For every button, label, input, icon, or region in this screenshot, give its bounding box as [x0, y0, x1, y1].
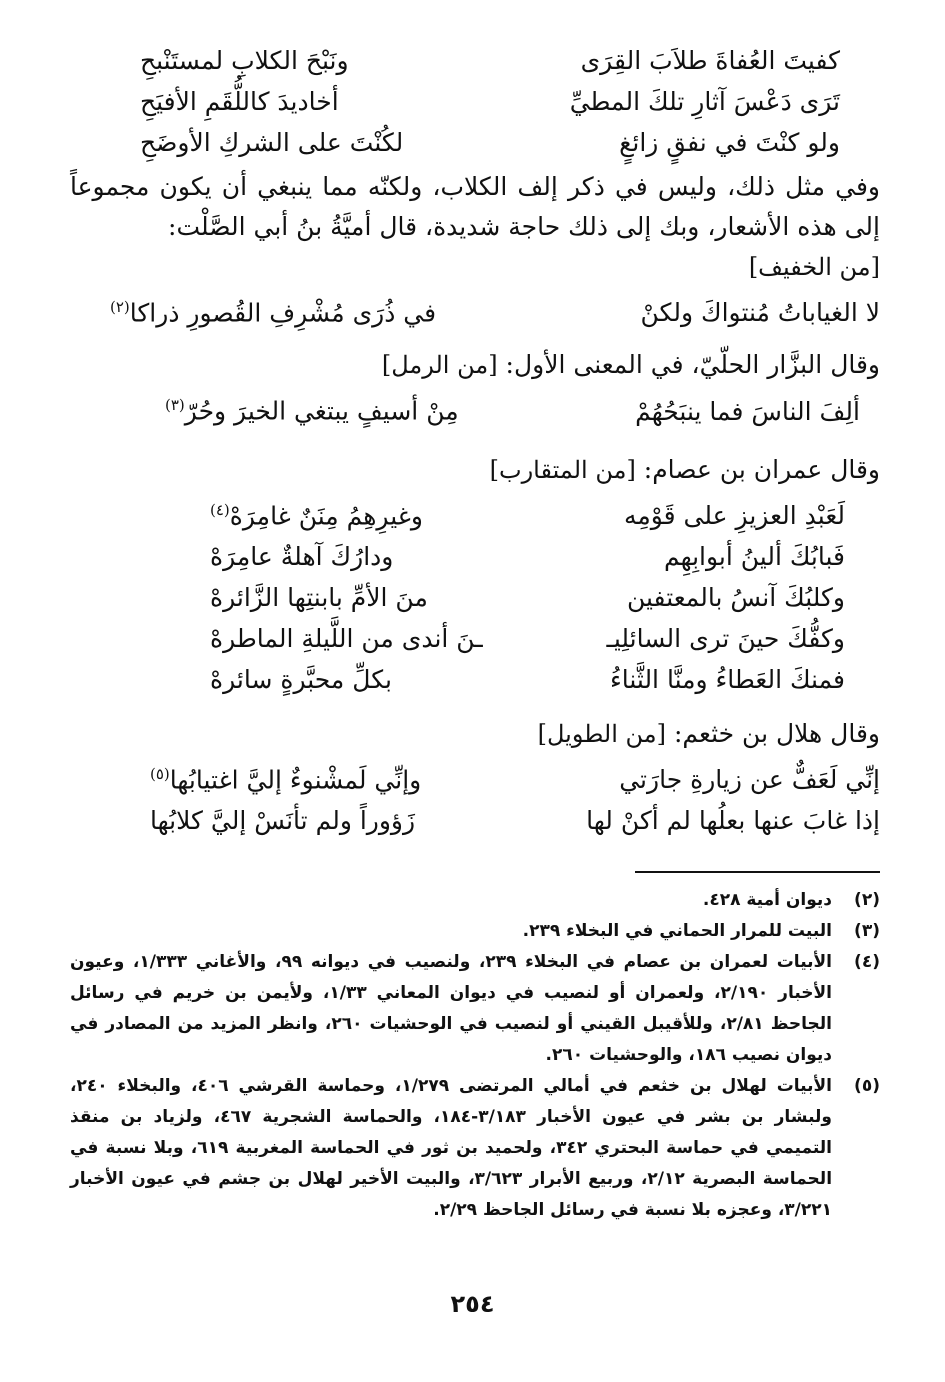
second-hemistich	[210, 490, 423, 536]
first-hemistich: ولو كنْتَ في نفقٍ زائغٍ	[619, 128, 840, 157]
poem-5	[70, 754, 880, 841]
footnote-divider	[635, 871, 880, 873]
verse-line	[210, 577, 845, 618]
second-hemistich: ودارُكَ آهلةٌ عامِرَهْ	[210, 541, 394, 571]
second-hemistich: منَ الأمِّ بابنتِها الزَّائرهْ	[210, 582, 428, 612]
second-hemistich: بكلِّ محبَّرةٍ سائرهْ	[210, 664, 392, 694]
second-hemistich	[165, 385, 459, 431]
paragraph: وفي مثل ذلك، وليس في ذكر إلف الكلاب، ولكنّه مما ينبغي أن يكون مجموعاً إلى هذه الأشعار، وبك إلى ذلك حاجة شديدة، قال أميَّةُ بنُ أبي الصَّلْت:	[70, 172, 880, 241]
second-hemistich: أخاديدَ كاللُّقَمِ الأفيَحِ	[140, 87, 339, 116]
footnote	[70, 885, 880, 916]
footnote	[70, 916, 880, 947]
footnote-number: (٣)	[854, 921, 880, 942]
first-hemistich: إذا غابَ عنها بعلُها لم أكنْ لها	[586, 806, 880, 836]
footnote-marker: (٣)	[165, 396, 185, 415]
poem-intro	[70, 450, 880, 490]
second-hemistich	[110, 287, 436, 333]
page-body	[70, 40, 880, 1226]
first-hemistich: لَعَبْدِ العزيزِ على قَوْمِه	[623, 500, 845, 530]
verse-line	[70, 287, 880, 333]
footnote	[70, 1071, 880, 1226]
first-hemistich: فمنكَ العَطاءُ ومنَّا الثَّناءُ	[609, 664, 845, 694]
footnote-text: البيت للمرار الحماني في البخلاء ٢٣٩.	[522, 921, 832, 942]
meter-label: [من الطويل]	[537, 719, 667, 748]
footnote-text: ديوان أمية ٤٢٨.	[702, 890, 832, 911]
verse-line	[140, 122, 840, 163]
first-hemistich: وكفُّكَ حينَ ترى السائلِيـ	[606, 623, 845, 653]
footnote-number: (٥)	[854, 1076, 880, 1097]
first-hemistich: ألِفَ الناسَ فما ينبَحُهُمْ	[635, 396, 860, 426]
footnote-marker: (٢)	[110, 298, 130, 316]
meter-label: [من الرمل]	[381, 351, 498, 380]
first-hemistich: إنِّي لَعَفٌّ عن زيارةِ جارَتي	[619, 765, 880, 795]
verse-line	[70, 385, 880, 431]
first-hemistich: لا الغياباتُ مُنتواكَ ولكنْ	[640, 298, 880, 328]
second-hemistich	[150, 754, 421, 800]
hemistich-text: وغيرِهِمُ مِنَنٌ غامِرَهْ	[229, 500, 423, 530]
footnotes	[70, 885, 880, 1226]
hemistich-text: مِنْ أسيفٍ يبتغي الخيرَ وحُرّ	[184, 396, 459, 426]
footnote-text: الأبيات لهلال بن خثعم في أمالي المرتضى ١/٢٧٩، وحماسة القرشي ٤٠٦، والبخلاء ٢٤٠، ولبشار بن بشر في عيون الأخبار ٣/١٨٣-١٨٤، والحماسة الشجرية ٤٦٧، ولزياد بن منقذ التميمي في حماسة البحتري ٣٤٢، ولحميد بن ثور في الحماسة المغربية ٦١٩، وبلا نسبة في الحماسة البصرية ٢/١٢، وربيع الأبرار ٣/٦٢٣، والبيت الأخير لهلال بن جشم في عيون الأخبار ٣/٢٢١، وعجزه بلا نسبة في رسائل الجاحظ ٢/٢٩.	[70, 1076, 833, 1221]
footnote	[70, 947, 880, 1071]
poem-4	[70, 490, 880, 700]
footnote-marker: (٤)	[210, 500, 230, 519]
verse-line	[140, 81, 840, 122]
verse-line	[150, 800, 880, 841]
second-hemistich: زَؤوراً ولم تأنَسْ إليَّ كلابُها	[150, 806, 416, 836]
intro-text: وقال عمران بن عصام:	[643, 454, 880, 484]
footnote-number: (٤)	[854, 952, 880, 973]
verse-line	[140, 40, 840, 81]
footnote-text: الأبيات لعمران بن عصام في البخلاء ٢٣٩، ولنصيب في ديوانه ٩٩، والأغاني ١/٣٣٣، وعيون الأخبار ٢/١٩٠، ولعمران أو لنصيب في ديوان المعاني ١/٣٣، ولأيمن بن خريم في رسائل الجاحظ ٢/٨١، وللأقيبل القيني أو لنصيب في الوحشيات ٢٦٠، وانظر المزيد من المصادر في ديوان نصيب ١٨٦، والوحشيات ٢٦٠.	[70, 952, 833, 1066]
second-hemistich: ونَبْحَ الكلابِ لمستَنْبحِ	[140, 46, 349, 75]
verse-line	[210, 618, 845, 659]
poem-intro	[70, 345, 880, 385]
verse-line	[210, 536, 845, 577]
second-hemistich: لكُنْتَ على الشركِ الأوضَحِ	[140, 128, 404, 157]
intro-text: وقال البزَّار الحلّيّ، في المعنى الأول:	[505, 350, 880, 380]
intro-text: وقال هلال بن خثعم:	[673, 718, 880, 748]
first-hemistich: تَرَى دَعْسَ آثارِ تلكَ المطيِّ	[569, 87, 840, 116]
verse-line	[210, 659, 845, 700]
verse-line	[150, 754, 880, 800]
verse-line	[210, 490, 845, 536]
hemistich-text: في ذُرَى مُشْرِفِ القُصورِ ذراكا	[129, 298, 437, 328]
meter-label: [من الخفيف]	[748, 253, 880, 281]
poem-intro	[70, 714, 880, 754]
second-hemistich: ـنَ أندى من اللَّيلةِ الماطرهْ	[210, 623, 483, 653]
poem-1	[70, 40, 880, 163]
hemistich-text: وإنِّي لَمشْنوءٌ إليَّ اغتيابُها	[169, 765, 422, 795]
meter-label: [من المتقارب]	[489, 455, 636, 484]
first-hemistich: فَبابُكَ ألينُ أبوابِهِم	[663, 541, 845, 571]
footnote-marker: (٥)	[150, 764, 170, 783]
footnote-number: (٢)	[854, 890, 880, 911]
first-hemistich: وكلبُكَ آنسُ بالمعتفين	[626, 582, 845, 612]
page-number: ٢٥٤	[450, 1290, 495, 1318]
first-hemistich: كفيتَ العُفاةَ طلاَبَ القِرَى	[580, 46, 840, 75]
